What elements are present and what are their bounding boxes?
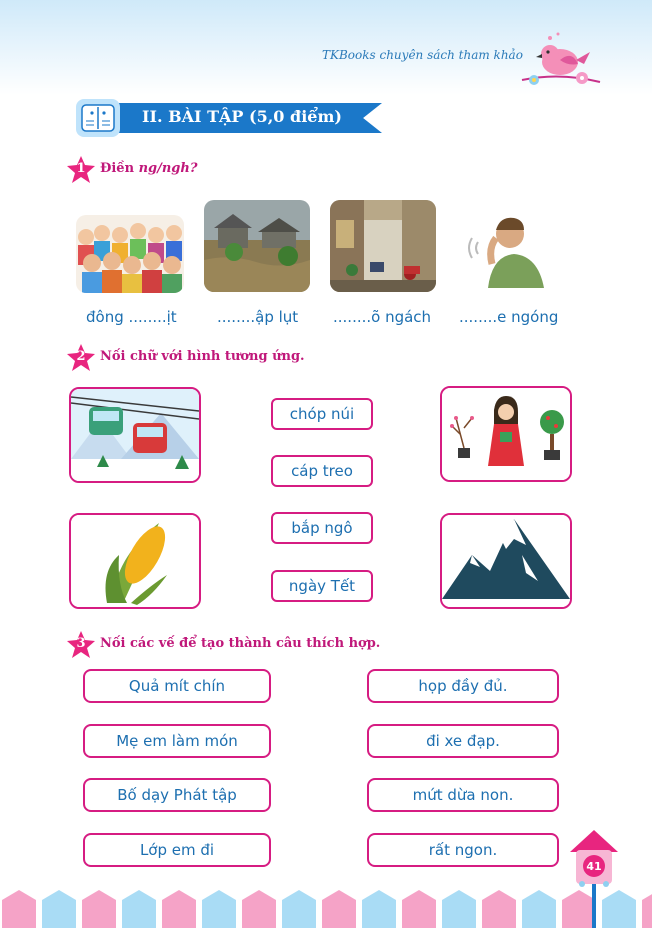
exercise-number-badge: 3 [66,630,96,660]
corn-image[interactable] [69,513,201,609]
tet-girl-image[interactable] [440,386,572,482]
cable-car-image[interactable] [69,387,201,483]
birdhouse-icon [568,826,620,928]
book-icon [72,95,124,141]
man-listening-image [458,208,558,288]
sentence-left-1[interactable]: Quả mít chín [83,669,271,703]
publisher-text: TKBooks chuyên sách tham khảo [322,48,523,62]
alley-photo [330,200,436,292]
word-cap-treo[interactable]: cáp treo [271,455,373,487]
section-banner [72,95,382,141]
sentence-right-4[interactable]: rất ngon. [367,833,559,867]
bird-icon [520,30,602,88]
sentence-right-3[interactable]: mứt dừa non. [367,778,559,812]
fence-decoration [0,888,652,928]
sentence-left-2[interactable]: Mẹ em làm món [83,724,271,758]
blank-3[interactable]: ........õ ngách [333,308,432,326]
page-number: 41 [586,860,602,873]
section-title: II. BÀI TẬP (5,0 điểm) [142,107,342,126]
sentence-right-2[interactable]: đi xe đạp. [367,724,559,758]
flood-photo [204,200,310,292]
word-chop-nui[interactable]: chóp núi [271,398,373,430]
exercise-1-title: Điền ng/ngh? [100,161,198,176]
exercise-number-badge: 1 [66,155,96,185]
mountain-image[interactable] [440,513,572,609]
exercise-2-title: Nối chữ với hình tương ứng. [100,349,305,364]
exercise-number-badge: 2 [66,343,96,373]
crowd-image [76,215,184,293]
blank-2[interactable]: ........ập lụt [217,308,299,326]
sentence-left-4[interactable]: Lớp em đi [83,833,271,867]
exercise-3-title: Nối các vế để tạo thành câu thích hợp. [100,636,381,651]
sentence-left-3[interactable]: Bố dạy Phát tập [83,778,271,812]
word-bap-ngo[interactable]: bắp ngô [271,512,373,544]
sentence-right-1[interactable]: họp đầy đủ. [367,669,559,703]
blank-4[interactable]: ........e ngóng [459,308,559,326]
blank-1[interactable]: đông ........ịt [86,308,177,326]
word-ngay-tet[interactable]: ngày Tết [271,570,373,602]
